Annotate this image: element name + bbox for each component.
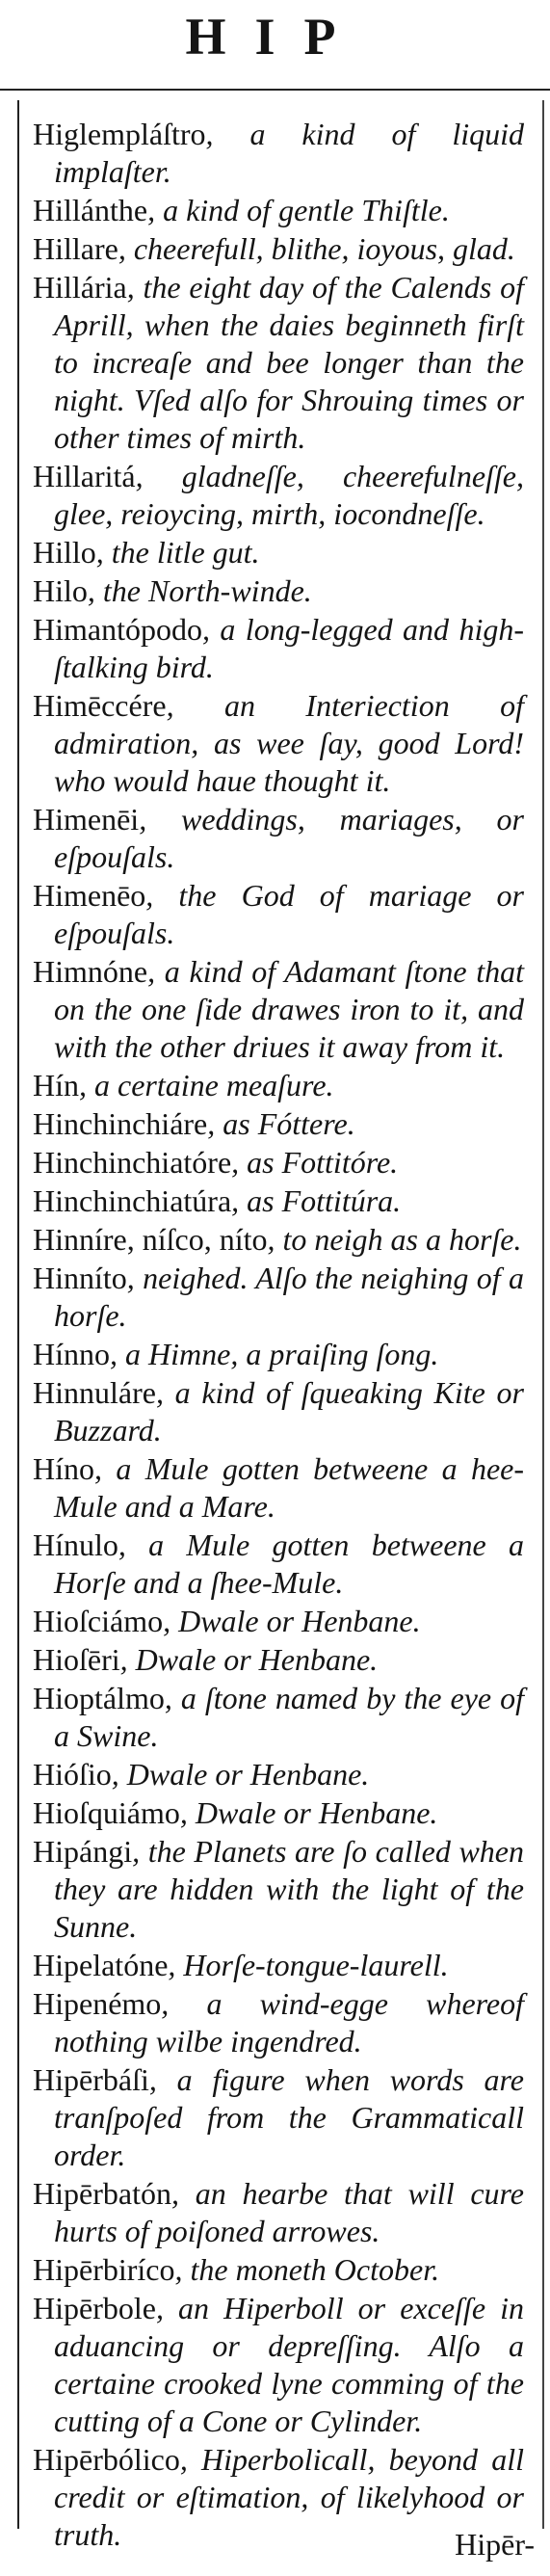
dictionary-entry [33, 534, 524, 571]
entry-list [33, 116, 524, 2555]
dictionary-entry [33, 877, 524, 952]
dictionary-entry [33, 1641, 524, 1679]
entry-headword: Hipángi [33, 1834, 133, 1869]
entry-definition: , a kind of liquid implaſter. [54, 117, 524, 189]
entry-headword: Hillária [33, 270, 127, 305]
entry-headword: Himenēo [33, 878, 146, 913]
dictionary-entry [33, 1450, 524, 1526]
entry-headword: Hioſciámo [33, 1604, 164, 1638]
page-header: HIP [185, 8, 365, 66]
entry-headword: Hipenémo [33, 1986, 162, 2021]
entry-headword: Hipērbáſi [33, 2062, 149, 2097]
entry-definition: , weddings, mariages, or eſpouſals. [54, 802, 524, 874]
entry-headword: Hioptálmo [33, 1681, 165, 1715]
dictionary-entry [33, 1182, 524, 1220]
entry-definition: , the North-winde. [87, 573, 312, 608]
entry-headword: Hín [33, 1068, 79, 1102]
entry-definition: , the moneth October. [174, 2252, 440, 2287]
dictionary-entry [33, 1833, 524, 1946]
dictionary-entry [33, 953, 524, 1066]
entry-headword: Hinníre, níſco, níto [33, 1222, 268, 1257]
entry-definition: , Dwale or Henbane. [163, 1604, 421, 1638]
dictionary-entry [33, 2175, 524, 2250]
entry-headword: Hipērbatón [33, 2176, 171, 2211]
entry-headword: Higlempláſtro [33, 117, 206, 151]
entry-headword: Hipērbole [33, 2291, 156, 2325]
dictionary-entry [33, 1144, 524, 1182]
entry-headword: Hínno [33, 1337, 110, 1371]
entry-definition: , a kind of gentle Thiſtle. [147, 193, 450, 227]
entry-definition: , a Mule gotten betweene a hee-Mule and a Mare. [54, 1451, 524, 1524]
catchword: Hipēr- [455, 2527, 535, 2562]
dictionary-entry [33, 192, 524, 229]
entry-definition: , a kind of Adamant ſtone that on the one ſide drawes iron to it, and with the other driues it away from it. [54, 954, 524, 1064]
dictionary-entry [33, 1374, 524, 1449]
dictionary-entry [33, 2251, 524, 2289]
entry-headword: Hinníto [33, 1261, 127, 1295]
entry-headword: Hipērbiríco [33, 2252, 175, 2287]
entry-definition: , Dwale or Henbane. [179, 1795, 438, 1830]
dictionary-entry [33, 1221, 524, 1259]
dictionary-entry [33, 1985, 524, 2060]
entry-definition: , the eight day of the Calends of Aprill, when the daies beginneth firſt to increaſe and bee longer than the night. Vſed alſo for Shrouing times or other times of mirth. [54, 270, 524, 455]
entry-definition: , the litle gut. [95, 535, 260, 570]
entry-headword: Himnóne [33, 954, 148, 989]
entry-definition: , Horſe-tongue-laurell. [168, 1948, 449, 1982]
dictionary-entry [33, 1067, 524, 1104]
entry-definition: , as Fottitúra. [231, 1183, 402, 1218]
entry-headword: Himantópodo [33, 612, 202, 647]
entry-definition: , cheerefull, blithe, ioyous, glad. [118, 231, 515, 266]
entry-definition: , a Mule gotten betweene a Horſe and a ſhee-Mule. [54, 1527, 524, 1600]
entry-definition: , gladneſſe, cheerefulneſſe, glee, reioycing, mirth, iocondneſſe. [54, 459, 524, 531]
dictionary-entry [33, 572, 524, 610]
entry-definition: , Hiperbolicall, beyond all credit or eſtimation, of likelyhood or truth. [54, 2442, 524, 2552]
dictionary-entry [33, 230, 524, 268]
dictionary-entry [33, 1947, 524, 1984]
entry-definition: , the Planets are ſo called when they are hidden with the light of the Sunne. [54, 1834, 524, 1944]
entry-headword: Hillare [33, 231, 118, 266]
entry-definition: , to neigh as a horſe. [267, 1222, 522, 1257]
entry-headword: Hinchinchiatúra [33, 1183, 232, 1218]
dictionary-entry [33, 1336, 524, 1373]
entry-definition: , the God of mariage or eſpouſals. [54, 878, 524, 950]
entry-definition: , a kind of ſqueaking Kite or Buzzard. [54, 1375, 524, 1447]
dictionary-entry [33, 2061, 524, 2174]
entry-definition: , an hearbe that will cure hurts of poiſoned arrowes. [54, 2176, 524, 2248]
entry-headword: Hioſēri [33, 1642, 120, 1677]
dictionary-entry [33, 1603, 524, 1640]
entry-headword: Hinchinchiáre [33, 1106, 208, 1141]
dictionary-entry [33, 458, 524, 533]
entry-definition: , a long-legged and high-ſtalking bird. [54, 612, 524, 684]
dictionary-entry [33, 1260, 524, 1335]
dictionary-entry [33, 1527, 524, 1602]
entry-headword: Hipelatóne [33, 1948, 169, 1982]
entry-definition: , an Hiperboll or exceſſe in aduancing or depreſſing. Alſo a certaine crooked lyne comming of the cutting of a Cone or Cylinder. [54, 2291, 524, 2438]
dictionary-entry [33, 801, 524, 876]
column-rule-right [542, 100, 544, 2529]
dictionary-entry [33, 1756, 524, 1793]
entry-headword: Hillaritá [33, 459, 136, 493]
column-rule-left [17, 100, 19, 2529]
entry-definition: , as Fottitóre. [231, 1145, 399, 1180]
entry-headword: Hillánthe [33, 193, 148, 227]
entry-headword: Himēccére [33, 688, 167, 723]
entry-headword: Hilo [33, 573, 88, 608]
entry-definition: , Dwale or Henbane. [119, 1642, 379, 1677]
entry-definition: , an Interiection of admiration, as wee ſay, good Lord! who would haue thought it. [54, 688, 524, 798]
entry-headword: Hinnuláre [33, 1375, 156, 1410]
header-rule [0, 89, 550, 91]
dictionary-entry [33, 2441, 524, 2554]
entry-headword: Hillo [33, 535, 96, 570]
entry-headword: Hipērbólico [33, 2442, 180, 2477]
dictionary-entry [33, 687, 524, 800]
dictionary-entry [33, 269, 524, 457]
entry-headword: Hióſio [33, 1757, 112, 1792]
entry-definition: , neighed. Alſo the neighing of a horſe. [54, 1261, 524, 1333]
entry-headword: Hínulo [33, 1527, 118, 1562]
dictionary-entry [33, 116, 524, 191]
entry-definition: , as Fóttere. [207, 1106, 355, 1141]
entry-definition: , a certaine meaſure. [79, 1068, 334, 1102]
entry-headword: Himenēi [33, 802, 140, 837]
dictionary-entry [33, 1105, 524, 1143]
entry-headword: Hinchinchiatóre [33, 1145, 232, 1180]
entry-definition: , Dwale or Henbane. [111, 1757, 370, 1792]
entry-headword: Híno [33, 1451, 94, 1486]
dictionary-entry [33, 1794, 524, 1832]
entry-definition: , a Himne, a praiſing ſong. [110, 1337, 439, 1371]
dictionary-entry [33, 1680, 524, 1755]
dictionary-entry [33, 611, 524, 686]
entry-headword: Hioſquiámo [33, 1795, 180, 1830]
entry-definition: , a figure when words are tranſpoſed from the Grammaticall order. [54, 2062, 524, 2172]
dictionary-entry [33, 2290, 524, 2440]
entry-definition: , a ſtone named by the eye of a Swine. [54, 1681, 524, 1753]
entry-definition: , a wind-egge whereof nothing wilbe ingendred. [54, 1986, 524, 2058]
